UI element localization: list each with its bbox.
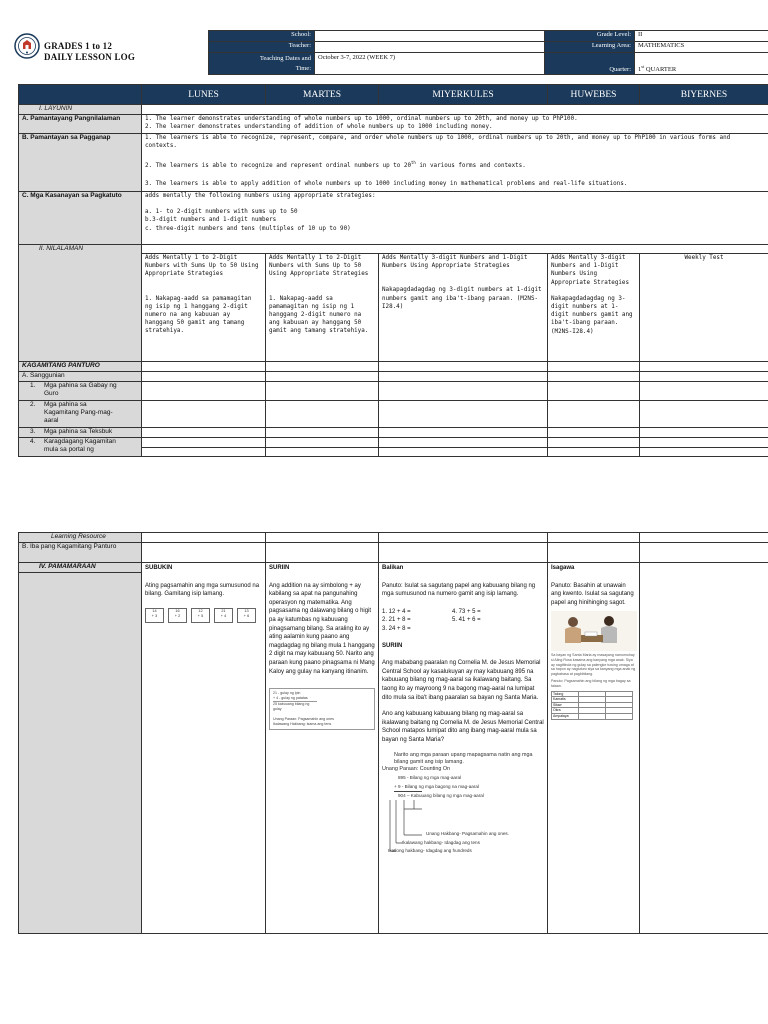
kk-miyerkules[interactable] xyxy=(379,438,548,448)
pamamaraan-label-spacer xyxy=(19,573,142,934)
ref-3-number: 3. xyxy=(30,428,36,435)
fig-line-1: 895 - Bilang ng mga mag-aaral xyxy=(398,775,462,781)
ip-huwebes[interactable] xyxy=(548,543,640,563)
miyerkules-paragraph-2: Ano ang kabuuang kabuuang bilang ng mag-aaral sa ikalawang baitang ng Cornelia M. de Jesus Memorial Central School matapos lumipat dito ang ibang mag-aaral mula sa bayan ng Santa Maria? xyxy=(382,711,544,743)
ip-lunes[interactable] xyxy=(142,543,266,563)
procedure-miyerkules-heading: Balikan xyxy=(382,565,404,571)
procedure-miyerkules[interactable] xyxy=(379,563,548,934)
km-biyernes[interactable] xyxy=(640,401,768,428)
tb-martes[interactable] xyxy=(266,428,379,438)
ip-biyernes[interactable] xyxy=(640,543,768,563)
content-huwebes-title: Adds Mentally 3-digit Numbers and 1-Digit Numbers Using Appropriate Strategies xyxy=(551,255,630,286)
school-field[interactable] xyxy=(315,31,545,42)
km-huwebes[interactable] xyxy=(548,401,640,428)
dates-label xyxy=(209,53,315,75)
section-pamamaraan: IV. PAMAMARAAN xyxy=(19,563,142,573)
gg-martes[interactable] xyxy=(266,382,379,401)
content-martes-title: Adds Mentally 1 to 2-Digit Numbers with Sums Up to 50 Using Appropriate Strategies xyxy=(269,255,369,278)
dates-label-line2: Time: xyxy=(295,65,311,72)
km-lunes[interactable] xyxy=(142,401,266,428)
tb-biyernes[interactable] xyxy=(640,428,768,438)
addition-box-row xyxy=(145,608,262,623)
kp-lunes[interactable] xyxy=(142,362,266,372)
procedure-martes-text: Ang addition na ay simbolong + ay kabilang sa apat na pangunahing operasyon ng matematika. Ang pagsasama ng dalawang bilang o higit pa ay katumbas ng kabuuang pinagsamang bilang. Sa araling ito ay ating aalamin kung paano ang magdagdag ng bilang mula 1 hanggang 2 digit na may kabuuang 50. Narito ang paraan kung paano pinagsama ni Mang Kaloy ang gulay na kanyang itinanim. xyxy=(269,582,375,675)
bracket-arrows-icon xyxy=(382,799,442,855)
martes-fig-line4: Unang Paraan: Pagsamahin ang ones xyxy=(273,717,334,722)
procedure-huwebes-text: Panuto: Basahin at unawain ang kwento. Isulat sa sagutang papel ang hinihinging sagot. xyxy=(551,582,634,606)
kk-huwebes[interactable] xyxy=(548,438,640,448)
form-title-line1: GRADES 1 to 12 xyxy=(44,41,113,51)
procedure-martes[interactable] xyxy=(266,563,379,934)
content-biyernes[interactable]: Weekly Test xyxy=(640,254,768,362)
label-karagdagang-kagamitan xyxy=(19,438,142,457)
story-table-cell xyxy=(606,713,633,719)
day-header-huwebes: HUWEBES xyxy=(548,85,640,105)
section-kagamitang-panturo: KAGAMITANG PANTURO xyxy=(19,362,142,372)
competency-b: b.3-digit numbers and 1-digit numbers xyxy=(145,217,277,224)
kk-biyernes[interactable] xyxy=(640,438,768,448)
story-table-cell: Okra xyxy=(552,708,579,714)
header-info-table xyxy=(208,30,768,75)
fig-line-3: 904 – Kabuuang bilang ng mga mag-aaral xyxy=(398,793,484,799)
addition-box: 21 + 4 xyxy=(214,608,233,623)
quarter-text: QUARTER xyxy=(644,66,677,73)
review-equations xyxy=(382,608,544,634)
content-standard-1: 1. The learner demonstrates understanding of whole numbers up to 1000, ordinal numbers up to 20th, and money up to PhP100. xyxy=(145,116,578,122)
procedure-huwebes-heading: Isagawa xyxy=(551,565,575,571)
sg-biyernes[interactable] xyxy=(640,372,768,382)
performance-standard-3: 3. The learners is able to apply addition of whole numbers up to 1000 including money in mathematical problems and real-life situations. xyxy=(145,180,628,187)
kk-lunes[interactable] xyxy=(142,438,266,448)
content-huwebes-objective: Nakapagdadagdag ng 3-digit numbers at 1-digit numbers gamit ang iba't-ibang paraan. (M2NS-I28.4) xyxy=(551,295,633,335)
performance-standard-1: 1. The learners is able to recognize, represent, compare, and order whole numbers up to 1000, ordinal numbers up to 20th, and money up to PhP100 in various forms and contexts. xyxy=(145,135,731,150)
procedure-lunes-heading: SUBUKIN xyxy=(145,565,173,571)
martes-fig-line5: Ikalawang Hakbang: Isama ang tens xyxy=(273,722,332,727)
performance-standard-2: 2. The learners is able to recognize and represent ordinal numbers up to 20th in various forms and contexts. xyxy=(145,160,526,170)
ref-4-text: Karagdagang Kagamitan mula sa portal ng xyxy=(44,438,116,454)
label-teksbuk xyxy=(19,428,142,438)
corner-header xyxy=(19,85,142,105)
kk2-huwebes[interactable] xyxy=(548,448,640,457)
content-miyerkules[interactable] xyxy=(379,254,548,362)
sg-lunes[interactable] xyxy=(142,372,266,382)
story-text: Sa bayan ng Santa Maria ay masayang namumuhay si Aling Rosa kasama ang kanyang mga anak. Siya ay nagtitinda ng gulay sa palengke tuwing umaga at sa hapon ay nagtuturo siya sa kanyang mga anak ng pagbabasa at pagbibilang. xyxy=(551,653,636,676)
gg-huwebes[interactable] xyxy=(548,382,640,401)
procedure-miyerkules-text: Panuto: Isulat sa sagutang papel ang kabuuang bilang ng mga sumusunod na numero gamit ang isip lamang. xyxy=(382,582,536,598)
procedure-huwebes[interactable] xyxy=(548,563,640,934)
addition-box: 13 + 6 xyxy=(237,608,256,623)
quarter-value[interactable] xyxy=(635,53,768,75)
fig-step-1: Unang Hakbang- Pagsamahin ang ones. xyxy=(426,831,509,837)
label-pamantayan-sa-pagganap: B. Pamantayan sa Pagganap xyxy=(19,134,142,192)
miyerkules-paragraph-1: Ang mababang paaralan ng Cornelia M. de Jesus Memorial Central School ay kasalukuyan ay may kabuuang 895 na kabuuang bilang ng mag-aaral sa ikalawang baitang. Sa taong ito ay mayroong 9 na bagong mag-aaral na lumipat dito mula sa iba't ibang paaralan sa bayan ng Santa Maria. xyxy=(382,660,541,701)
day-header-lunes: LUNES xyxy=(142,85,266,105)
procedure-biyernes[interactable] xyxy=(640,563,768,934)
content-lunes[interactable] xyxy=(142,254,266,362)
quarter-number: 1 xyxy=(638,66,642,73)
km-miyerkules[interactable] xyxy=(379,401,548,428)
ip-miyerkules[interactable] xyxy=(379,543,548,563)
content-lunes-objective: 1. Nakapag-aadd sa pamamagitan ng isip ng 1 hanggang 2-digit numero na ang kabuuan ay hanggang 50 gamit ang tamang stratehiya. xyxy=(145,295,252,335)
layunin-blank xyxy=(142,105,768,115)
form-title-line2: DAILY LESSON LOG xyxy=(44,52,136,62)
children-reading-icon xyxy=(551,611,637,651)
story-table-row xyxy=(552,713,633,719)
ref-1-text: Mga pahina sa Gabay ng Guro xyxy=(44,382,117,398)
quarter-label: Quarter: xyxy=(545,53,635,75)
ip-martes[interactable] xyxy=(266,543,379,563)
gg-miyerkules[interactable] xyxy=(379,382,548,401)
story-table-cell: Ampalaya xyxy=(552,713,579,719)
fig-step-3: Ikatlong hakbang- Idagdag ang hundreds xyxy=(388,848,472,854)
lr-huwebes[interactable] xyxy=(548,533,640,543)
content-standard-2: 2. The learner demonstrates understanding of addition of whole numbers up to 1000 including money. xyxy=(145,124,493,131)
content-huwebes[interactable] xyxy=(548,254,640,362)
ref-1-number: 1. xyxy=(30,382,36,389)
ref-4-number: 4. xyxy=(30,438,36,445)
lr-biyernes[interactable] xyxy=(640,533,768,543)
day-header-biyernes: BIYERNES xyxy=(640,85,768,105)
ref-2-text: Mga pahina sa Kagamitang Pang-mag-aaral xyxy=(44,401,113,425)
section-nilalaman: II. NILALAMAN xyxy=(19,245,142,362)
procedure-martes-heading: SURIIN xyxy=(269,565,290,571)
addition-box: 12 + 5 xyxy=(191,608,210,623)
equation-2: 2. 21 + 8 = xyxy=(382,617,411,624)
pamamaraan-table xyxy=(18,532,768,934)
story-table-caption: Panuto: Pagsamahin ang bilang ng mga bagay sa talaan. xyxy=(551,679,631,688)
procedure-lunes[interactable] xyxy=(142,563,266,934)
day-header-miyerkules: MIYERKULES xyxy=(379,85,548,105)
learning-area-value[interactable]: MATHEMATICS xyxy=(635,42,768,53)
martes-fig-line1: 21 - gulay ng ipin xyxy=(273,691,301,696)
lr-lunes[interactable] xyxy=(142,533,266,543)
kp-huwebes[interactable] xyxy=(548,362,640,372)
competency-intro: adds mentally the following numbers using appropriate strategies: xyxy=(145,193,376,199)
learning-area-label: Learning Area: xyxy=(545,42,635,53)
label-learning-resource: Learning Resource xyxy=(19,533,142,543)
kp-miyerkules[interactable] xyxy=(379,362,548,372)
performance-standard[interactable] xyxy=(142,134,768,192)
ref-3-text: Mga pahina sa Teksbuk xyxy=(44,428,113,435)
sg-martes[interactable] xyxy=(266,372,379,382)
label-mga-kasanayan: C. Mga Kasanayan sa Pagkatuto xyxy=(19,192,142,245)
fig-step-2: Ikalawang hakbang- Idagdag ang tens xyxy=(402,840,480,846)
grade-level-value[interactable]: II xyxy=(635,31,768,42)
equation-1: 1. 12 + 4 = xyxy=(382,608,411,615)
kk-martes[interactable] xyxy=(266,438,379,448)
label-pamantayang-pangnilalaman: A. Pamantayang Pangnilalaman xyxy=(19,115,142,134)
procedure-lunes-text: Ating pagsamahin ang mga sumusunod na bilang. Gamitang isip lamang. xyxy=(145,582,260,598)
content-lunes-title: Adds Mentally 1 to 2-Digit Numbers with Sums Up to 50 Using Appropriate Strategies xyxy=(145,255,259,278)
nilalaman-spacer xyxy=(142,245,768,254)
deped-seal xyxy=(14,33,40,59)
grade-level-label: Grade Level: xyxy=(545,31,635,42)
fig-line-2: + 9 - Bilang ng mga bagong na mag-aaral xyxy=(394,784,479,790)
content-miyerkules-title: Adds Mentally 3-digit Numbers and 1-Digit Numbers Using Appropriate Strategies xyxy=(382,255,528,270)
kk2-martes[interactable] xyxy=(266,448,379,457)
kp-martes[interactable] xyxy=(266,362,379,372)
dates-field[interactable]: October 3-7, 2022 (WEEK 7) xyxy=(315,53,545,75)
gg-biyernes[interactable] xyxy=(640,382,768,401)
teacher-label: Teacher: xyxy=(209,42,315,53)
learning-competencies[interactable] xyxy=(142,192,768,245)
story-table-cell xyxy=(579,713,606,719)
label-kagamitang-pang-mag-aaral xyxy=(19,401,142,428)
story-table-cell: Sitaw xyxy=(552,702,579,708)
miyerkules-method-title: Unang Paraan: Counting On xyxy=(382,765,451,772)
tb-lunes[interactable] xyxy=(142,428,266,438)
section-layunin: I. LAYUNIN xyxy=(19,105,142,115)
procedure-miyerkules-heading-2: SURIIN xyxy=(382,642,403,649)
teacher-field[interactable] xyxy=(315,42,545,53)
content-standard[interactable] xyxy=(142,115,768,134)
martes-fig-line3: 25 kabuuang bilang ng gulay xyxy=(273,701,317,712)
lr-miyerkules[interactable] xyxy=(379,533,548,543)
tb-miyerkules[interactable] xyxy=(379,428,548,438)
equation-4: 4. 73 + 5 = xyxy=(452,608,481,615)
equation-3: 3. 24 + 8 = xyxy=(382,625,411,632)
quarter-suffix: st xyxy=(641,63,645,69)
label-iba-pang-kagamitan: B. Iba pang Kagamitang Panturo xyxy=(19,543,142,563)
lesson-log-table xyxy=(18,84,768,457)
story-table-cell: Talong xyxy=(552,691,579,697)
equation-5: 5. 41 + 6 = xyxy=(452,617,481,624)
sg-huwebes[interactable] xyxy=(548,372,640,382)
content-martes[interactable] xyxy=(266,254,379,362)
competency-c: c. three-digit numbers and tens (multiples of 10 up to 90) xyxy=(145,225,351,232)
kp-biyernes[interactable] xyxy=(640,362,768,372)
competency-a: a. 1- to 2-digit numbers with sums up to 50 xyxy=(145,209,298,216)
km-martes[interactable] xyxy=(266,401,379,428)
tb-huwebes[interactable] xyxy=(548,428,640,438)
dates-label-line1: Teaching Dates and xyxy=(259,55,311,62)
kk2-miyerkules[interactable] xyxy=(379,448,548,457)
content-martes-objective: 1. Nakapag-aadd sa pamamagitan ng isip ng 1 hanggang 2-digit numero na ang kabuuan ay hanggang 50 gamit ang tamang stratehiya. xyxy=(269,295,369,335)
lr-martes[interactable] xyxy=(266,533,379,543)
miyerkules-paragraph-3: Narito ang mga paraan upang mapagsama natin ang mga bilang gamit ang isip lamang. xyxy=(394,751,533,765)
martes-fig-line2: + 4 - gulay ng patatas xyxy=(273,696,308,701)
addition-box: 14 + 3 xyxy=(145,608,164,623)
content-miyerkules-objective: Nakapagdadagdag ng 3-digit numbers at 1-digit numbers gamit ang iba't-ibang paraan. (M2NS-I28.4) xyxy=(382,287,542,310)
addition-box: 16 + 2 xyxy=(168,608,187,623)
gg-lunes[interactable] xyxy=(142,382,266,401)
sg-miyerkules[interactable] xyxy=(379,372,548,382)
martes-vegetable-figure xyxy=(269,688,375,730)
kk2-lunes[interactable] xyxy=(142,448,266,457)
ref-2-number: 2. xyxy=(30,401,36,408)
story-table xyxy=(551,691,633,720)
story-illustration xyxy=(551,611,636,651)
label-sanggunian: A. Sanggunian xyxy=(19,372,142,382)
school-label: School: xyxy=(209,31,315,42)
day-header-martes: MARTES xyxy=(266,85,379,105)
story-table-cell: Kamatis xyxy=(552,697,579,703)
kk2-biyernes[interactable] xyxy=(640,448,768,457)
label-gabay-ng-guro xyxy=(19,382,142,401)
counting-on-figure xyxy=(382,773,544,855)
